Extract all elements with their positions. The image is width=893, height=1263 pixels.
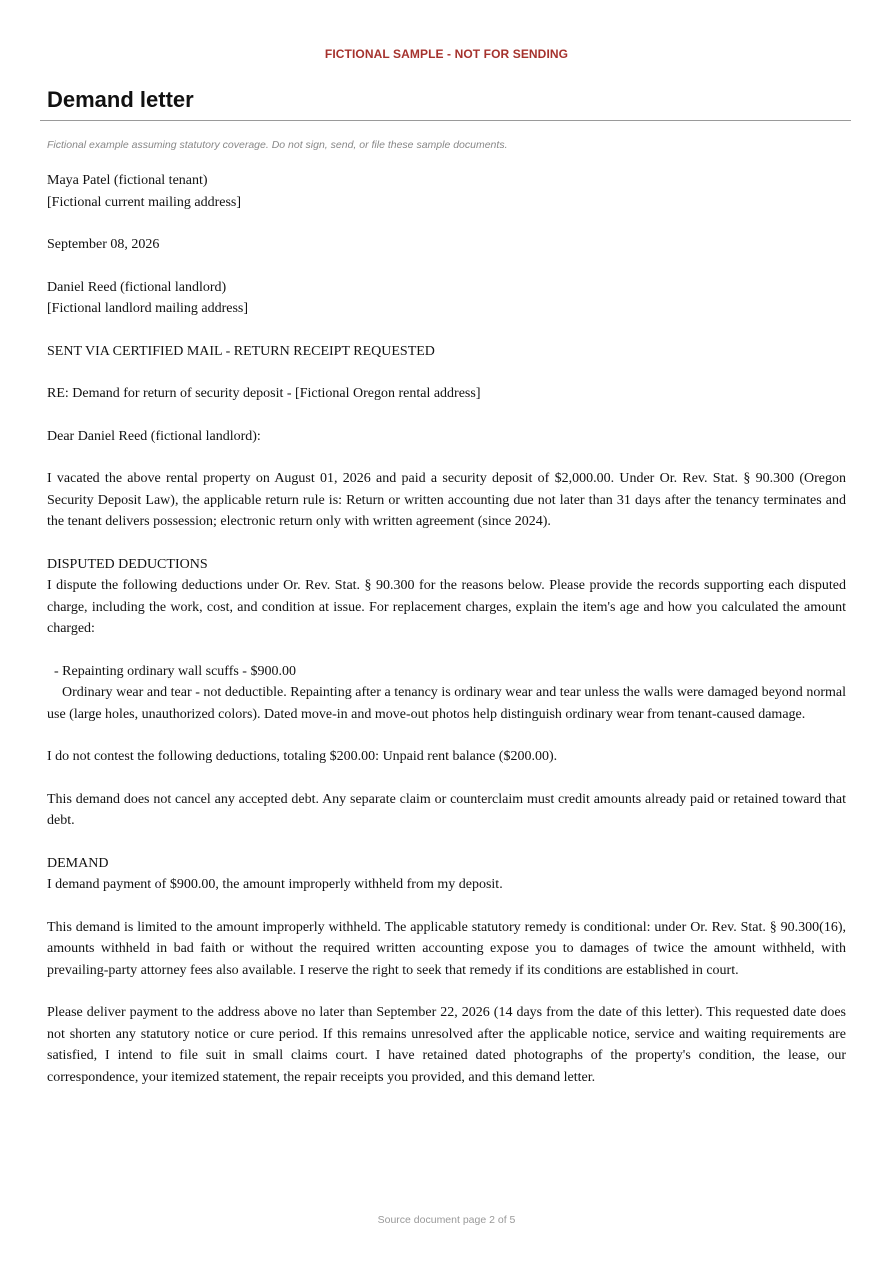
- demand-heading: DEMAND: [47, 855, 109, 871]
- page-title: Demand letter: [47, 87, 194, 112]
- disclaimer-note: Fictional example assuming statutory coverage. Do not sign, send, or file these sample documents.: [47, 139, 508, 151]
- sender-address: [Fictional current mailing address]: [47, 194, 241, 210]
- sender-name: Maya Patel (fictional tenant): [47, 173, 208, 188]
- disputed-item-line: - Repainting ordinary wall scuffs - $900.00: [54, 663, 296, 679]
- page-footer: Source document page 2 of 5: [377, 1214, 516, 1226]
- sample-banner: FICTIONAL SAMPLE - NOT FOR SENDING: [324, 47, 569, 61]
- delivery-method: SENT VIA CERTIFIED MAIL - RETURN RECEIPT REQUESTED: [47, 343, 435, 359]
- disputed-heading: DISPUTED DEDUCTIONS: [47, 556, 208, 572]
- recipient-block: [47, 277, 846, 320]
- letter-date: September 08, 2026: [47, 237, 160, 252]
- demand-line: I demand payment of $900.00, the amount improperly withheld from my deposit.: [47, 877, 503, 892]
- remedy-paragraph: This demand is limited to the amount improperly withheld. The applicable statutory remedy is conditional: under Or. Rev. Stat. § 90.300(16), amounts withheld in bad faith or without the required written accounting expose you to damages of twice the amount withheld, with prevailing-party attorney fees also available. I reserve the right to seek that remedy if its conditions are established in court.: [47, 919, 846, 978]
- disputed-paragraph: I dispute the following deductions under Or. Rev. Stat. § 90.300 for the reasons below. Please provide the records supporting each disputed charge, including the work, cost, and condition at issue. For replacement charges, explain the item's age and how you calculated the amount charged:: [47, 578, 846, 636]
- demand-section: [47, 853, 846, 896]
- disputed-item: [47, 661, 846, 726]
- uncontested-paragraph: I do not contest the following deductions, totaling $200.00: Unpaid rent balance ($200.00).: [47, 749, 558, 764]
- recipient-address: [Fictional landlord mailing address]: [47, 301, 249, 316]
- disputed-item-note: Ordinary wear and tear - not deductible. Repainting after a tenancy is ordinary wear and tear unless the walls were damaged beyond normal use (large holes, unauthorized colors). Dated move-in and move-out photos help distinguish ordinary wear from tenant-caused damage.: [47, 685, 846, 722]
- intro-paragraph: I vacated the above rental property on August 01, 2026 and paid a security deposit of $2,000.00. Under Or. Rev. Stat. § 90.300 (Oregon Security Deposit Law), the applicable return rule is: Return or written accounting due not later than 31 days after the tenancy terminates and the tenant delivers possession; electronic return only with written agreement (since 2024).: [47, 471, 846, 529]
- recipient-name: Daniel Reed (fictional landlord): [47, 279, 227, 295]
- title-divider: [40, 120, 851, 121]
- re-line: RE: Demand for return of security deposit - [Fictional Oregon rental address]: [47, 386, 481, 401]
- salutation: Dear Daniel Reed (fictional landlord):: [47, 428, 261, 444]
- sender-block: [47, 170, 846, 213]
- debt-paragraph: This demand does not cancel any accepted debt. Any separate claim or counterclaim must credit amounts already paid or retained toward that debt.: [47, 791, 846, 828]
- closing-paragraph: Please deliver payment to the address above no later than September 22, 2026 (14 days from the date of this letter). This requested date does not shorten any statutory notice or cure period. If this remains unresolved after the applicable notice, service and waiting requirements are satisfied, I intend to file suit in small claims court. I have retained dated photographs of the property's condition, the lease, our correspondence, your itemized statement, the repair receipts you provided, and this demand letter.: [47, 1005, 846, 1085]
- letter-body: [47, 170, 846, 1109]
- disputed-section: [47, 554, 846, 726]
